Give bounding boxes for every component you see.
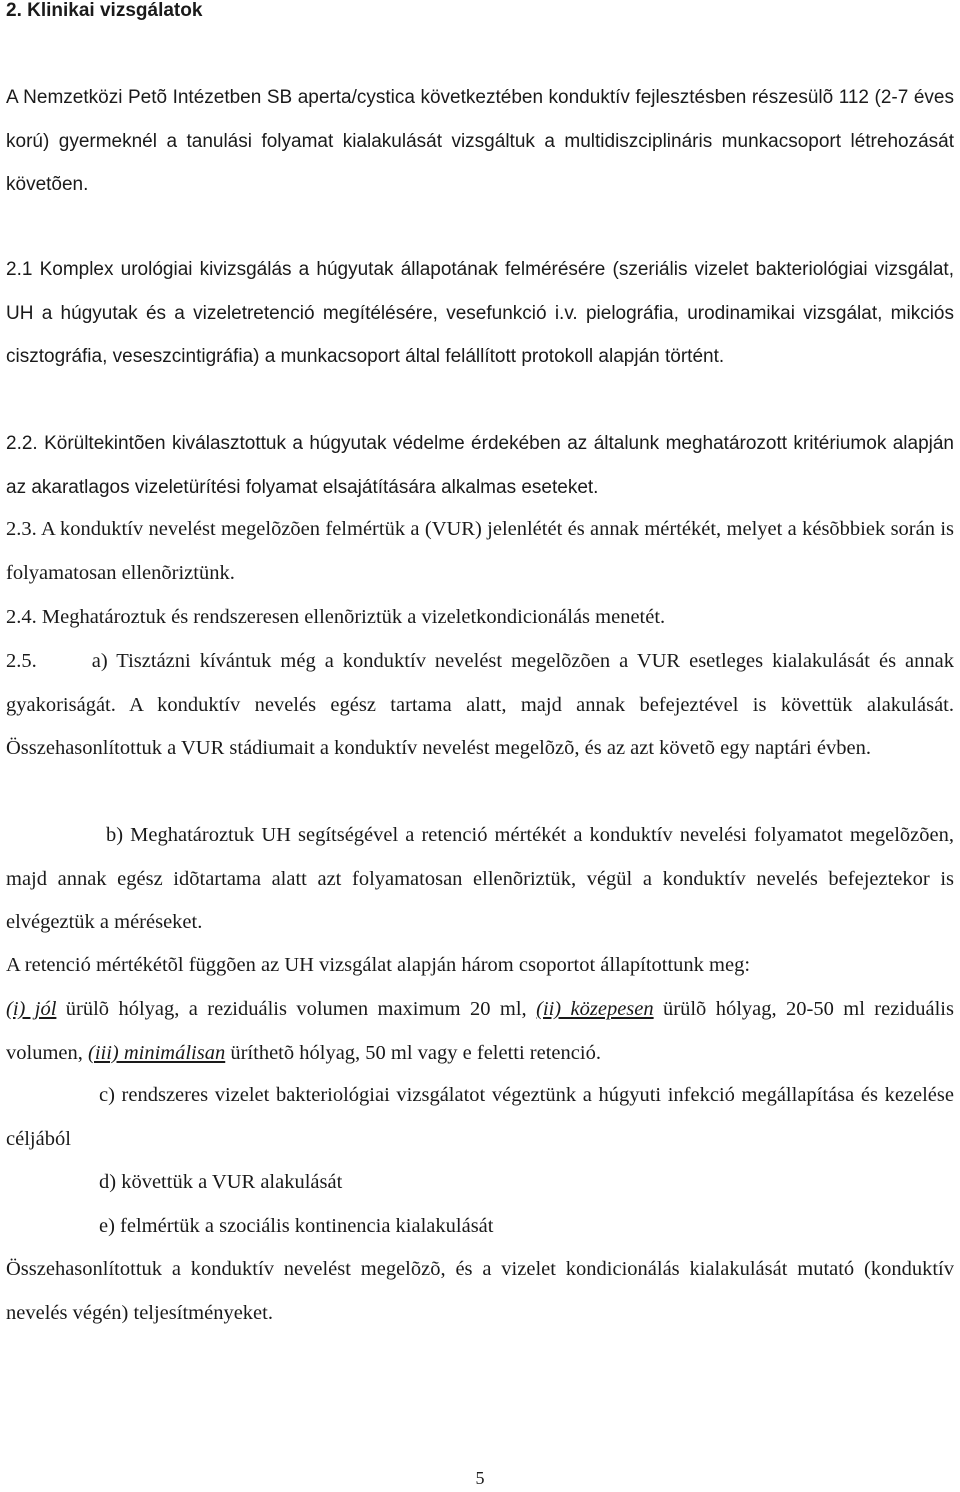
retention-groups — [6, 988, 954, 1075]
paragraph-2-5a-start: a) Tisztázni kívántuk még a konduktív nevelést megelõzõen a VUR esetleges kialakulását és annak gyakoriságát. — [6, 650, 954, 716]
group-3-label: (iii) minimálisan — [88, 1041, 226, 1064]
group-1-label: (i) jól — [6, 998, 57, 1020]
paragraph-2-2: 2.2. Körültekintõen kiválasztottuk a húgyutak védelme érdekében az általunk meghatározott kritériumok alapján az akaratlagos vizeletürítési folyamat elsajátítására alkalmas eseteket. — [6, 433, 954, 498]
intro-paragraph: A Nemzetközi Petõ Intézetben SB aperta/cystica következtében konduktív fejlesztésben részesülõ 112 (2-7 éves korú) gyermeknél a tanulási folyamat kialakulását vizsgáltuk a multidiszciplináris munkacsoport létrehozását követõen. — [6, 87, 954, 195]
page-number: 5 — [475, 1468, 485, 1488]
closing-paragraph: Összehasonlítottuk a konduktív nevelést megelõzõ, és a vizelet kondicionálás kialakulását mutató (konduktív nevelés végén) teljesítményeket. — [6, 1258, 954, 1324]
paragraph-2-5d: d) követtük a VUR alakulását — [99, 1171, 343, 1193]
group-1-text: ürülõ hólyag, a reziduális volumen maximum 20 ml, — [56, 998, 537, 1020]
paragraph-2-3: 2.3. A konduktív nevelést megelõzõen felmértük a (VUR) jelenlétét és annak mértékét, melyet a késõbbiek során is folyamatosan ellenõriztünk. — [6, 518, 954, 584]
section-heading: 2. Klinikai vizsgálatok — [6, 0, 203, 21]
group-2-label: (ii) közepesen — [536, 998, 654, 1020]
paragraph-2-5a — [6, 640, 954, 771]
paragraph-2-5e: e) felmértük a szociális kontinencia kialakulását — [99, 1215, 494, 1237]
paragraph-2-5b: b) Meghatároztuk UH segítségével a retenció mértékét a konduktív nevelési folyamatot megelõzõen, majd annak egész idõtartama alatt azt folyamatosan ellenõriztük, végül a konduktív nevelés befejeztekor is elvégeztük a méréseket. — [6, 824, 954, 933]
group-2-text: ürülõ hólyag, 20-50 ml reziduális volumen, — [6, 998, 954, 1064]
paragraph-2-5a-rest: A konduktív nevelés egész tartama alatt, majd annak befejeztével is követtük alakulását. Összehasonlítottuk a VUR stádiumait a konduktív nevelést megelõzõ, és az azt követõ egy naptári évben. — [6, 693, 954, 759]
paragraph-2-4: 2.4. Meghatároztuk és rendszeresen ellenõriztük a vizeletkondicionálás menetét. — [6, 606, 666, 628]
paragraph-2-1: 2.1 Komplex urológiai kivizsgálás a húgyutak állapotának felmérésére (szeriális vizelet bakteriológiai vizsgálat, UH a húgyutak és a vizeletretenció megítélésére, vesefunkció i.v. pielográfia, urodinamikai vizsgálat, mikciós cisztográfia, veseszcintigráfia) a munkacsoport által felállított protokoll alapján történt. — [6, 259, 954, 367]
paragraph-2-5c-text: c) rendszeres vizelet bakteriológiai vizsgálatot végeztünk a húgyuti infekció megállapítása és kezelése céljából — [6, 1084, 954, 1150]
paragraph-2-5-number: 2.5. — [6, 650, 37, 672]
group-3-text: üríthetõ hólyag, 50 ml vagy e feletti retenció. — [225, 1041, 601, 1064]
paragraph-2-5c — [6, 1074, 954, 1161]
retention-intro: A retenció mértékétõl függõen az UH vizsgálat alapján három csoportot állapítottunk meg: — [6, 954, 751, 976]
